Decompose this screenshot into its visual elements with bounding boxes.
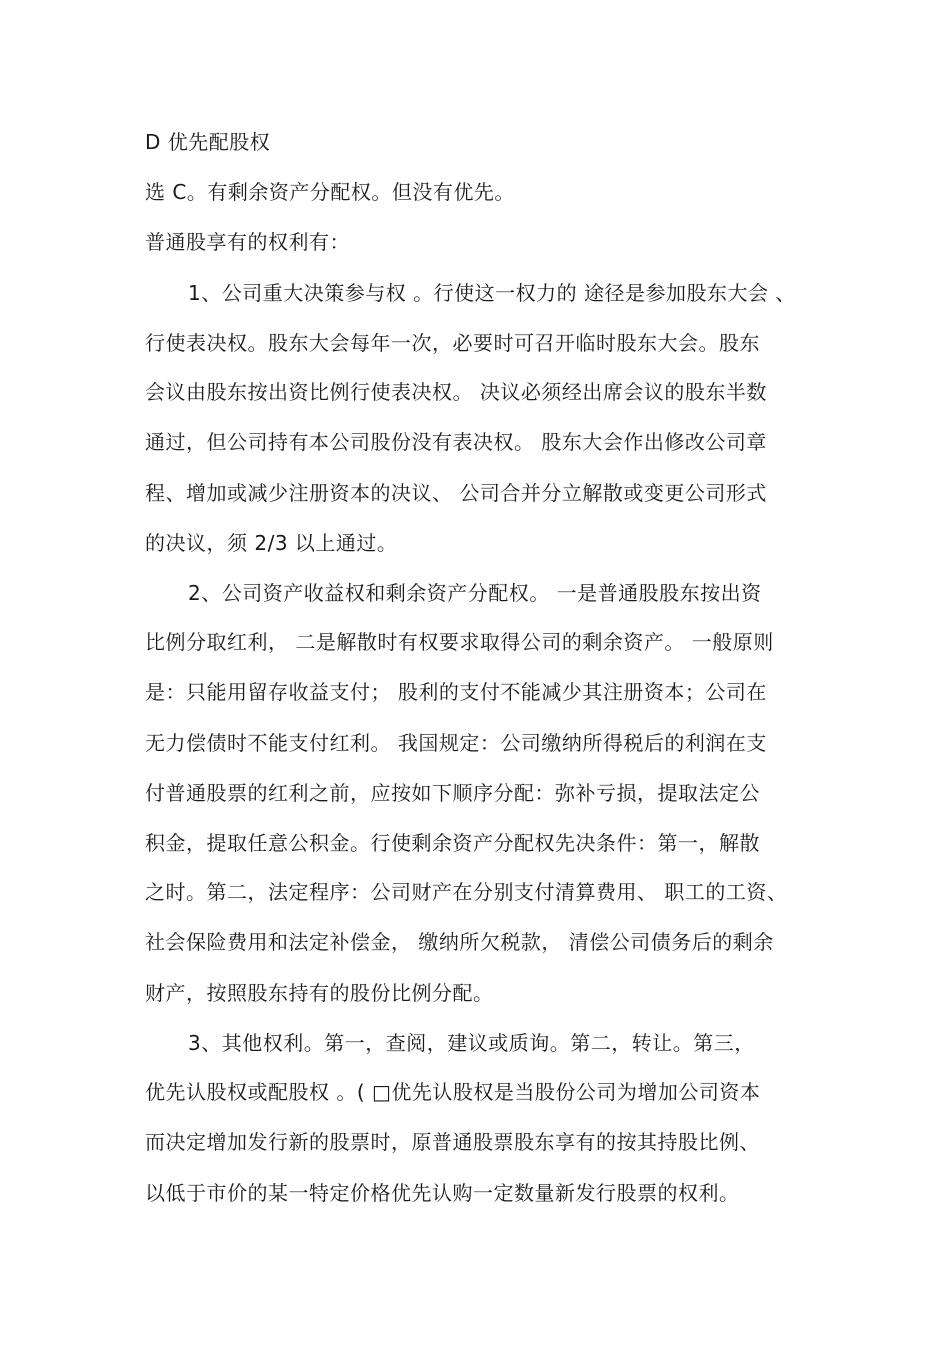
paragraph-3-line-1: 3、其他权利。第一，查阅，建议或质询。第二，转让。第三， xyxy=(188,1031,755,1055)
paragraph-1-line-5: 程、增加或减少注册资本的决议、 公司合并分立解散或变更公司形式 xyxy=(145,481,767,505)
paragraph-3-line-2: 优先认股权或配股权 。( □优先认股权是当股份公司为增加公司资本 xyxy=(145,1080,761,1104)
paragraph-2-line-8: 社会保险费用和法定补偿金， 缴纳所欠税款， 清偿公司债务后的剩余 xyxy=(145,930,774,954)
paragraph-3-line-3: 而决定增加发行新的股票时，原普通股票股东享有的按其持股比例、 xyxy=(145,1130,760,1154)
paragraph-1-line-3: 会议由股东按出资比例行使表决权。 决议必须经出席会议的股东半数 xyxy=(145,380,767,404)
paragraph-1-line-4: 通过，但公司持有本公司股份没有表决权。 股东大会作出修改公司章 xyxy=(145,430,767,454)
section-heading: 普通股享有的权利有： xyxy=(145,230,350,254)
paragraph-1-line-6: 的决议，须 2/3 以上通过。 xyxy=(145,531,398,555)
paragraph-2-line-6: 积金，提取任意公积金。行使剩余资产分配权先决条件：第一，解散 xyxy=(145,831,760,855)
paragraph-3-line-4: 以低于市价的某一特定价格优先认购一定数量新发行股票的权利。 xyxy=(145,1181,740,1205)
paragraph-2-line-1: 2、公司资产收益权和剩余资产分配权。 一是普通股股东按出资 xyxy=(188,581,762,605)
option-d-text: D 优先配股权 xyxy=(145,130,271,154)
paragraph-1-line-2: 行使表决权。股东大会每年一次，必要时可召开临时股东大会。股东 xyxy=(145,331,760,355)
answer-text: 选 C。有剩余资产分配权。但没有优先。 xyxy=(145,180,515,204)
paragraph-2-line-5: 付普通股票的红利之前，应按如下顺序分配：弥补亏损，提取法定公 xyxy=(145,781,760,805)
paragraph-2-line-7: 之时。第二，法定程序：公司财产在分别支付清算费用、 职工的工资、 xyxy=(145,880,788,904)
paragraph-2-line-9: 财产，按照股东持有的股份比例分配。 xyxy=(145,981,494,1005)
paragraph-2-line-4: 无力偿债时不能支付红利。 我国规定：公司缴纳所得税后的利润在支 xyxy=(145,731,767,755)
paragraph-1-line-1: 1、公司重大决策参与权 。行使这一权力的 途径是参加股东大会 、 xyxy=(188,281,796,305)
paragraph-2-line-2: 比例分取红利， 二是解散时有权要求取得公司的剩余资产。 一般原则 xyxy=(145,630,774,654)
paragraph-2-line-3: 是：只能用留存收益支付； 股利的支付不能减少其注册资本；公司在 xyxy=(145,680,767,704)
